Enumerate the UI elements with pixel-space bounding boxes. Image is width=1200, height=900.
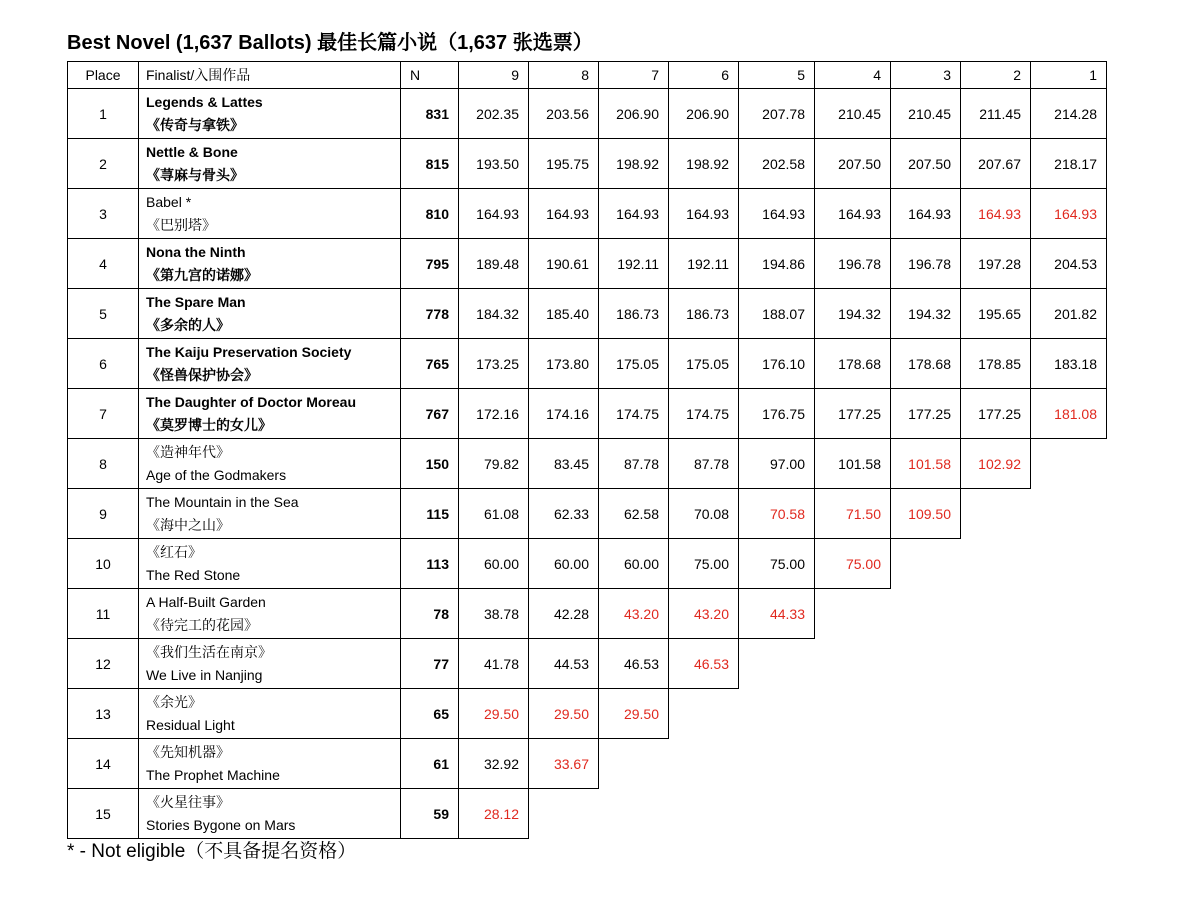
- table-row: [68, 139, 1107, 189]
- round-value-cell: 211.45: [961, 89, 1031, 139]
- header-finalist: Finalist/入围作品: [139, 62, 401, 89]
- round-value-cell: 178.85: [961, 339, 1031, 389]
- empty-cell: [815, 589, 891, 639]
- round-value-cell: 193.50: [459, 139, 529, 189]
- empty-cell: [599, 789, 669, 839]
- empty-cell: [891, 589, 961, 639]
- round-value-cell: 186.73: [599, 289, 669, 339]
- empty-cell: [961, 789, 1031, 839]
- table-row: [68, 339, 1107, 389]
- empty-cell: [1031, 639, 1107, 689]
- header-round: 5: [739, 62, 815, 89]
- header-round: 1: [1031, 62, 1107, 89]
- header-round: 9: [459, 62, 529, 89]
- finalist-title-secondary: 《第九宫的诺娜》: [146, 266, 258, 283]
- round-value-cell: 164.93: [815, 189, 891, 239]
- table-row: [68, 739, 1107, 789]
- round-value-cell: 32.92: [459, 739, 529, 789]
- place-cell: 15: [68, 789, 139, 839]
- round-value-cell: 176.10: [739, 339, 815, 389]
- round-value-cell: 206.90: [599, 89, 669, 139]
- round-value-cell: 207.78: [739, 89, 815, 139]
- round-value-cell: 174.75: [599, 389, 669, 439]
- finalist-title-primary: Nettle & Bone: [146, 143, 238, 160]
- finalist-cell: [139, 439, 401, 489]
- ballot-count-cell: 59: [401, 789, 459, 839]
- finalist-title-secondary: 《海中之山》: [146, 516, 230, 533]
- round-value-cell: 75.00: [669, 539, 739, 589]
- table-row: [68, 239, 1107, 289]
- footnote: * - Not eligible（不具备提名资格）: [67, 841, 357, 862]
- round-value-cell: 102.92: [961, 439, 1031, 489]
- empty-cell: [961, 589, 1031, 639]
- round-value-cell: 101.58: [891, 439, 961, 489]
- finalist-title-primary: 《先知机器》: [146, 743, 230, 760]
- header-round: 3: [891, 62, 961, 89]
- round-value-cell: 29.50: [529, 689, 599, 739]
- header-round: 8: [529, 62, 599, 89]
- finalist-title-primary: 《红石》: [146, 543, 202, 560]
- round-value-cell: 192.11: [599, 239, 669, 289]
- round-value-cell: 184.32: [459, 289, 529, 339]
- finalist-title-primary: Legends & Lattes: [146, 93, 263, 110]
- finalist-cell: [139, 689, 401, 739]
- finalist-cell: [139, 239, 401, 289]
- round-value-cell: 210.45: [891, 89, 961, 139]
- round-value-cell: 46.53: [669, 639, 739, 689]
- round-value-cell: 173.25: [459, 339, 529, 389]
- finalist-cell: [139, 289, 401, 339]
- round-value-cell: 83.45: [529, 439, 599, 489]
- finalist-title-secondary: 《多余的人》: [146, 316, 230, 333]
- round-value-cell: 173.80: [529, 339, 599, 389]
- finalist-cell: [139, 339, 401, 389]
- round-value-cell: 189.48: [459, 239, 529, 289]
- empty-cell: [891, 739, 961, 789]
- ballot-count-cell: 150: [401, 439, 459, 489]
- empty-cell: [599, 739, 669, 789]
- table-body: [68, 89, 1107, 839]
- round-value-cell: 164.93: [599, 189, 669, 239]
- round-value-cell: 29.50: [599, 689, 669, 739]
- place-cell: 2: [68, 139, 139, 189]
- place-cell: 1: [68, 89, 139, 139]
- round-value-cell: 29.50: [459, 689, 529, 739]
- finalist-title-primary: The Mountain in the Sea: [146, 493, 299, 510]
- round-value-cell: 218.17: [1031, 139, 1107, 189]
- round-value-cell: 97.00: [739, 439, 815, 489]
- ballot-count-cell: 113: [401, 539, 459, 589]
- empty-cell: [815, 739, 891, 789]
- empty-cell: [669, 789, 739, 839]
- round-value-cell: 214.28: [1031, 89, 1107, 139]
- finalist-cell: [139, 89, 401, 139]
- ballot-count-cell: 767: [401, 389, 459, 439]
- finalist-cell: [139, 489, 401, 539]
- finalist-title-primary: A Half-Built Garden: [146, 593, 266, 610]
- finalist-title-secondary: 《怪兽保护协会》: [146, 366, 258, 383]
- round-value-cell: 207.67: [961, 139, 1031, 189]
- empty-cell: [961, 539, 1031, 589]
- table-row: [68, 189, 1107, 239]
- round-value-cell: 203.56: [529, 89, 599, 139]
- round-value-cell: 41.78: [459, 639, 529, 689]
- empty-cell: [891, 689, 961, 739]
- round-value-cell: 197.28: [961, 239, 1031, 289]
- round-value-cell: 164.93: [459, 189, 529, 239]
- ballot-count-cell: 115: [401, 489, 459, 539]
- finalist-cell: [139, 139, 401, 189]
- round-value-cell: 202.35: [459, 89, 529, 139]
- ballot-count-cell: 765: [401, 339, 459, 389]
- finalist-title-primary: Babel *: [146, 193, 192, 210]
- header-round: 7: [599, 62, 669, 89]
- round-value-cell: 101.58: [815, 439, 891, 489]
- finalist-cell: [139, 789, 401, 839]
- empty-cell: [1031, 689, 1107, 739]
- round-value-cell: 198.92: [599, 139, 669, 189]
- round-value-cell: 177.25: [815, 389, 891, 439]
- round-value-cell: 43.20: [669, 589, 739, 639]
- round-value-cell: 164.93: [1031, 189, 1107, 239]
- empty-cell: [815, 689, 891, 739]
- ballot-count-cell: 795: [401, 239, 459, 289]
- empty-cell: [815, 789, 891, 839]
- place-cell: 10: [68, 539, 139, 589]
- finalist-cell: [139, 589, 401, 639]
- round-value-cell: 164.93: [961, 189, 1031, 239]
- finalist-cell: [139, 639, 401, 689]
- header-round: 2: [961, 62, 1031, 89]
- round-value-cell: 46.53: [599, 639, 669, 689]
- round-value-cell: 164.93: [739, 189, 815, 239]
- round-value-cell: 207.50: [891, 139, 961, 189]
- round-value-cell: 109.50: [891, 489, 961, 539]
- round-value-cell: 79.82: [459, 439, 529, 489]
- empty-cell: [739, 789, 815, 839]
- round-value-cell: 186.73: [669, 289, 739, 339]
- header-round: 4: [815, 62, 891, 89]
- round-value-cell: 185.40: [529, 289, 599, 339]
- round-value-cell: 178.68: [815, 339, 891, 389]
- finalist-title-secondary: Age of the Godmakers: [146, 466, 287, 483]
- header-place: Place: [68, 62, 139, 89]
- round-value-cell: 70.58: [739, 489, 815, 539]
- round-value-cell: 174.75: [669, 389, 739, 439]
- place-cell: 12: [68, 639, 139, 689]
- round-value-cell: 176.75: [739, 389, 815, 439]
- round-value-cell: 178.68: [891, 339, 961, 389]
- empty-cell: [961, 639, 1031, 689]
- empty-cell: [669, 689, 739, 739]
- finalist-title-secondary: 《传奇与拿铁》: [146, 116, 244, 133]
- place-cell: 7: [68, 389, 139, 439]
- empty-cell: [891, 789, 961, 839]
- round-value-cell: 60.00: [599, 539, 669, 589]
- finalist-title-secondary: 《巴别塔》: [146, 216, 216, 233]
- round-value-cell: 183.18: [1031, 339, 1107, 389]
- round-value-cell: 44.53: [529, 639, 599, 689]
- finalist-cell: [139, 189, 401, 239]
- finalist-title-secondary: The Red Stone: [146, 566, 241, 583]
- round-value-cell: 195.75: [529, 139, 599, 189]
- table-row: [68, 789, 1107, 839]
- ballot-count-cell: 65: [401, 689, 459, 739]
- table-row: [68, 89, 1107, 139]
- place-cell: 5: [68, 289, 139, 339]
- finalist-title-primary: The Daughter of Doctor Moreau: [146, 393, 357, 410]
- empty-cell: [1031, 739, 1107, 789]
- table-row: [68, 589, 1107, 639]
- finalist-title-primary: Nona the Ninth: [146, 243, 246, 260]
- ballot-count-cell: 77: [401, 639, 459, 689]
- round-value-cell: 62.33: [529, 489, 599, 539]
- round-value-cell: 42.28: [529, 589, 599, 639]
- round-value-cell: 196.78: [891, 239, 961, 289]
- round-value-cell: 28.12: [459, 789, 529, 839]
- round-value-cell: 202.58: [739, 139, 815, 189]
- place-cell: 3: [68, 189, 139, 239]
- finalist-title-primary: 《余光》: [146, 693, 202, 710]
- finalist-title-primary: 《造神年代》: [146, 443, 230, 460]
- place-cell: 9: [68, 489, 139, 539]
- round-value-cell: 196.78: [815, 239, 891, 289]
- place-cell: 14: [68, 739, 139, 789]
- round-value-cell: 75.00: [739, 539, 815, 589]
- round-value-cell: 207.50: [815, 139, 891, 189]
- round-value-cell: 177.25: [891, 389, 961, 439]
- table-row: [68, 439, 1107, 489]
- place-cell: 11: [68, 589, 139, 639]
- round-value-cell: 164.93: [669, 189, 739, 239]
- round-value-cell: 164.93: [529, 189, 599, 239]
- ballot-count-cell: 815: [401, 139, 459, 189]
- finalist-title-primary: 《火星往事》: [146, 793, 230, 810]
- finalist-title-primary: The Kaiju Preservation Society: [146, 343, 352, 360]
- empty-cell: [815, 639, 891, 689]
- ballot-count-cell: 78: [401, 589, 459, 639]
- empty-cell: [1031, 589, 1107, 639]
- header-n: N: [401, 62, 459, 89]
- finalist-title-secondary: Stories Bygone on Mars: [146, 816, 296, 833]
- empty-cell: [891, 539, 961, 589]
- round-value-cell: 43.20: [599, 589, 669, 639]
- round-value-cell: 174.16: [529, 389, 599, 439]
- round-value-cell: 194.86: [739, 239, 815, 289]
- round-value-cell: 194.32: [815, 289, 891, 339]
- ballot-count-cell: 831: [401, 89, 459, 139]
- header-row: [68, 62, 1107, 89]
- finalist-title-secondary: 《待完工的花园》: [146, 616, 258, 633]
- round-value-cell: 172.16: [459, 389, 529, 439]
- round-value-cell: 164.93: [891, 189, 961, 239]
- empty-cell: [739, 639, 815, 689]
- finalist-title-secondary: Residual Light: [146, 716, 235, 733]
- finalist-cell: [139, 389, 401, 439]
- table-row: [68, 289, 1107, 339]
- round-value-cell: 33.67: [529, 739, 599, 789]
- round-value-cell: 195.65: [961, 289, 1031, 339]
- results-table: [67, 61, 1107, 839]
- empty-cell: [1031, 789, 1107, 839]
- empty-cell: [669, 739, 739, 789]
- round-value-cell: 175.05: [599, 339, 669, 389]
- page-title: Best Novel (1,637 Ballots) 最佳长篇小说（1,637 张选票）: [67, 32, 593, 54]
- table-row: [68, 689, 1107, 739]
- place-cell: 8: [68, 439, 139, 489]
- round-value-cell: 198.92: [669, 139, 739, 189]
- finalist-title-secondary: We Live in Nanjing: [146, 666, 263, 683]
- round-value-cell: 190.61: [529, 239, 599, 289]
- ballot-count-cell: 778: [401, 289, 459, 339]
- finalist-title-secondary: The Prophet Machine: [146, 766, 280, 783]
- place-cell: 13: [68, 689, 139, 739]
- round-value-cell: 175.05: [669, 339, 739, 389]
- round-value-cell: 70.08: [669, 489, 739, 539]
- round-value-cell: 188.07: [739, 289, 815, 339]
- table-row: [68, 639, 1107, 689]
- round-value-cell: 192.11: [669, 239, 739, 289]
- round-value-cell: 201.82: [1031, 289, 1107, 339]
- finalist-title-secondary: 《荨麻与骨头》: [146, 166, 244, 183]
- place-cell: 6: [68, 339, 139, 389]
- empty-cell: [961, 489, 1031, 539]
- empty-cell: [961, 739, 1031, 789]
- round-value-cell: 60.00: [529, 539, 599, 589]
- ballot-count-cell: 810: [401, 189, 459, 239]
- finalist-title-primary: The Spare Man: [146, 293, 246, 310]
- ballot-count-cell: 61: [401, 739, 459, 789]
- empty-cell: [1031, 439, 1107, 489]
- empty-cell: [739, 689, 815, 739]
- round-value-cell: 44.33: [739, 589, 815, 639]
- round-value-cell: 177.25: [961, 389, 1031, 439]
- round-value-cell: 71.50: [815, 489, 891, 539]
- round-value-cell: 181.08: [1031, 389, 1107, 439]
- empty-cell: [891, 639, 961, 689]
- round-value-cell: 194.32: [891, 289, 961, 339]
- finalist-title-primary: 《我们生活在南京》: [146, 643, 272, 660]
- round-value-cell: 38.78: [459, 589, 529, 639]
- header-round: 6: [669, 62, 739, 89]
- place-cell: 4: [68, 239, 139, 289]
- finalist-cell: [139, 739, 401, 789]
- finalist-title-secondary: 《莫罗博士的女儿》: [146, 416, 272, 433]
- finalist-cell: [139, 539, 401, 589]
- empty-cell: [961, 689, 1031, 739]
- round-value-cell: 87.78: [599, 439, 669, 489]
- round-value-cell: 75.00: [815, 539, 891, 589]
- empty-cell: [529, 789, 599, 839]
- table-row: [68, 389, 1107, 439]
- table-row: [68, 539, 1107, 589]
- empty-cell: [1031, 539, 1107, 589]
- round-value-cell: 204.53: [1031, 239, 1107, 289]
- round-value-cell: 210.45: [815, 89, 891, 139]
- empty-cell: [1031, 489, 1107, 539]
- empty-cell: [739, 739, 815, 789]
- round-value-cell: 87.78: [669, 439, 739, 489]
- table-row: [68, 489, 1107, 539]
- round-value-cell: 62.58: [599, 489, 669, 539]
- round-value-cell: 206.90: [669, 89, 739, 139]
- round-value-cell: 61.08: [459, 489, 529, 539]
- round-value-cell: 60.00: [459, 539, 529, 589]
